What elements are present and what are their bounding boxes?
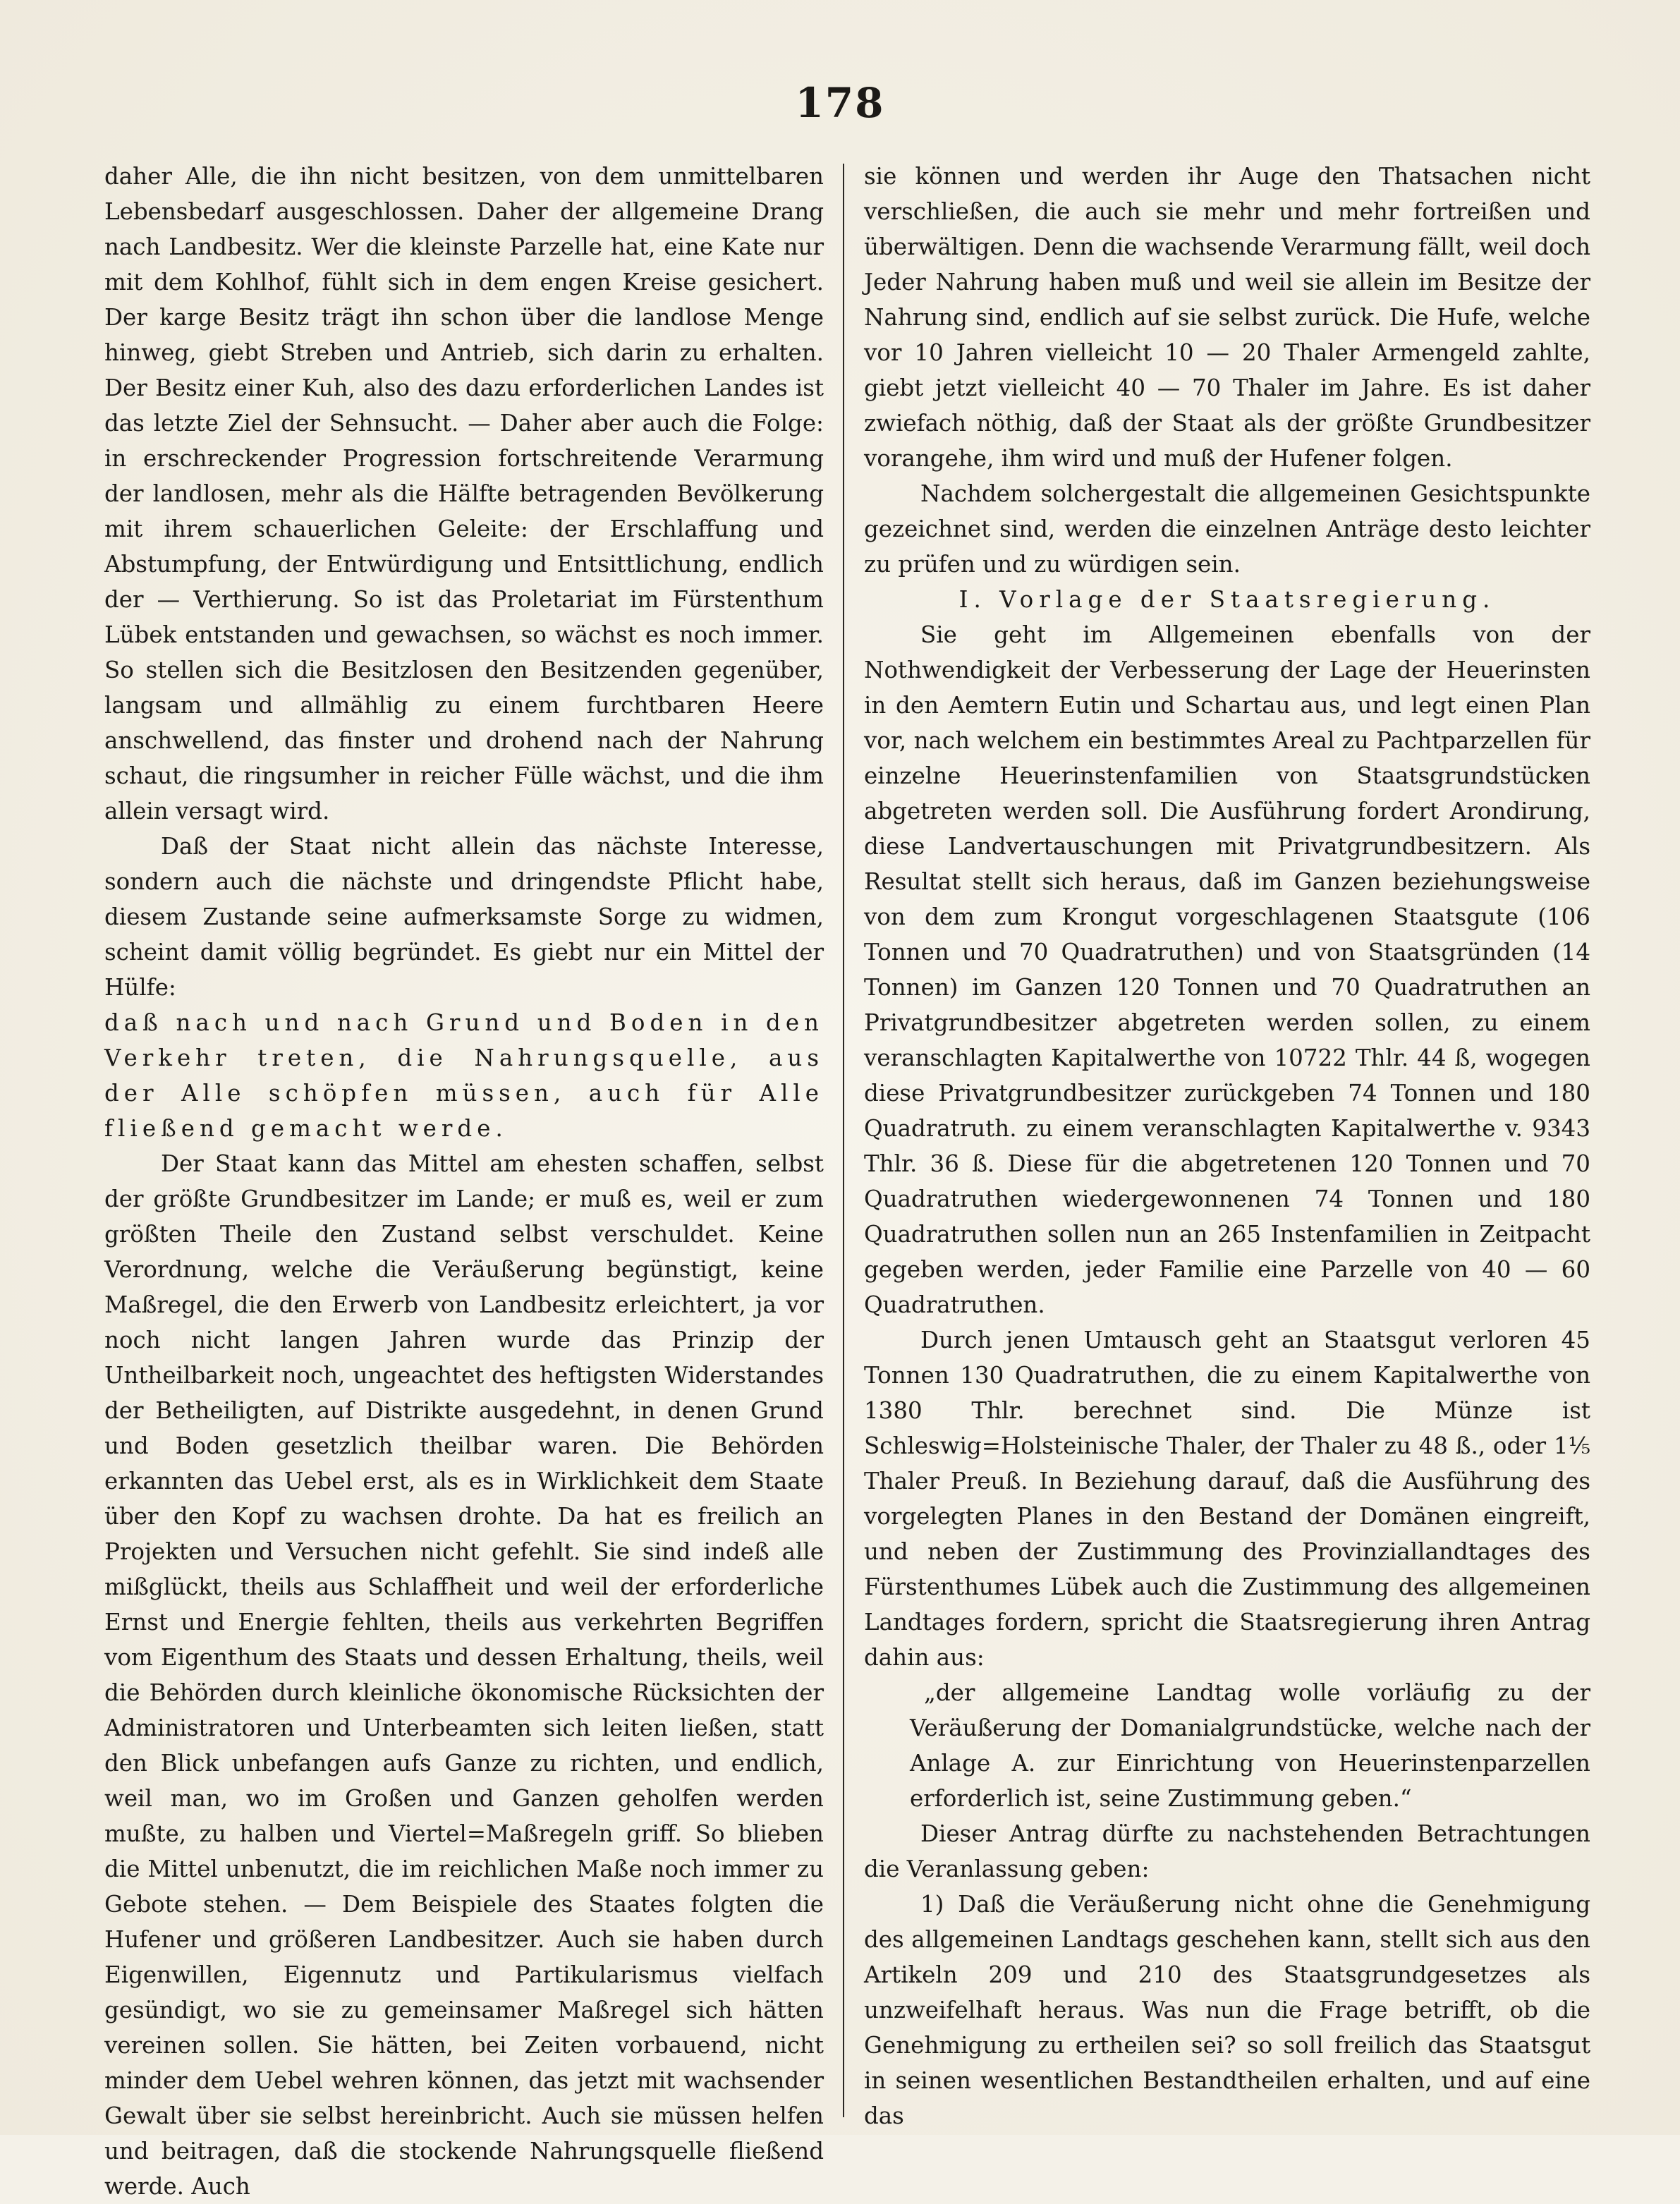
- paragraph-vorlage: Sie geht im Allgemeinen ebenfalls von der Nothwendigkeit der Verbesserung der Lage der Heuerinsten in den Aemtern Eutin und Schartau aus, und legt einen Plan vor, nach welchem ein bestimmtes Areal zu Pachtparzellen für einzelne Heuerinstenfamilien von Staatsgrundstücken abgetreten werden soll. Die Ausführung fordert Arondirung, diese Landvertauschungen mit Privatgrundbesitzern. Als Resultat stellt sich heraus, daß im Ganzen beziehungsweise von dem zum Krongut vorgeschlagenen Staatsgute (106 Tonnen und 70 Quadratruthen) und von Staatsgründen (14 Tonnen) im Ganzen 120 Tonnen und 70 Quadratruthen an Privatgrundbesitzer abgetreten werden sollen, zu einem veranschlagten Kapitalwerthe von 10722 Thlr. 44 ß, wogegen diese Privatgrundbesitzer zurückgeben 74 Tonnen und 180 Quadratruth. zu einem veranschlagten Kapitalwerthe v. 9343 Thlr. 36 ß. Diese für die abgetretenen 120 Tonnen und 70 Quadratruthen wiedergewonnenen 74 Tonnen und 180 Quadratruthen sollen nun an 265 Instenfamilien in Zeitpacht gegeben werden, jeder Familie eine Parzelle von 40 — 60 Quadratruthen.: [864, 621, 1590, 1318]
- paragraph-veraeusserung: 1) Daß die Veräußerung nicht ohne die Genehmigung des allgemeinen Landtags geschehen kann, stellt sich aus den Artikeln 209 und 210 des Staatsgrundgesetzes als unzweifelhaft heraus. Was nun die Frage betrifft, ob die Genehmigung zu ertheilen sei? so soll freilich das Staatsgut in seinen wesentlichen Bestandtheilen erhalten, und auf eine das: [864, 1891, 1590, 2129]
- paragraph-betrachtungen: Dieser Antrag dürfte zu nachstehenden Betrachtungen die Veranlassung geben:: [864, 1820, 1590, 1882]
- quote-antrag: „der allgemeine Landtag wolle vorläufig zu der Veräußerung der Domanialgrundstücke, welche nach der Anlage A. zur Einrichtung von Heuerinstenparzellen erforderlich ist, seine Zustimmung geben.“: [910, 1679, 1590, 1812]
- paragraph-staat-mittel: Der Staat kann das Mittel am ehesten schaffen, selbst der größte Grundbesitzer im Lande; er muß es, weil er zum größten Theile den Zustand selbst verschuldet. Keine Verordnung, welche die Veräußerung begünstigt, keine Maßregel, die den Erwerb von Landbesitz erleichtert, ja vor noch nicht langen Jahren wurde das Prinzip der Untheilbarkeit noch, ungeachtet des heftigsten Widerstandes der Betheiligten, auf Distrikte ausgedehnt, in denen Grund und Boden gesetzlich theilbar waren. Die Behörden erkannten das Uebel erst, als es in Wirklichkeit dem Staate über den Kopf zu wachsen drohte. Da hat es freilich an Projekten und Versuchen nicht gefehlt. Sie sind indeß alle mißglückt, theils aus Schlaffheit und weil der erforderliche Ernst und Energie fehlten, theils aus verkehrten Begriffen vom Eigenthum des Staats und dessen Erhaltung, theils, weil die Behörden durch kleinliche ökonomische Rücksichten der Administratoren und Unterbeamten sich leiten ließen, statt den Blick unbefangen aufs Ganze zu richten, und endlich, weil man, wo im Großen und Ganzen geholfen werden mußte, zu halben und Viertel=Maßregeln griff. So blieben die Mittel unbenutzt, die im reichlichen Maße noch immer zu Gebote stehen. — Dem Beispiele des Staates folgten die Hufener und größeren Landbesitzer. Auch sie haben durch Eigenwillen, Eigennutz und Partikularismus vielfach gesündigt, wo sie zu gemeinsamer Maßregel sich hätten vereinen sollen. Sie hätten, bei Zeiten vorbauend, nicht minder dem Uebel wehren können, das jetzt mit wachsender Gewalt über sie selbst hereinbricht. Auch sie müssen helfen und beitragen, daß die stockende Nahrungsquelle fließend werde. Auch: [104, 1150, 824, 2200]
- motto-grund-und-boden: daß nach und nach Grund und Boden in den Verkehr treten, die Nahrungsquelle, aus der Alle schöpfen müssen, auch für Alle fließend gemacht werde.: [104, 1009, 824, 1142]
- paragraph-gesichtspunkte: Nachdem solchergestalt die allgemeinen Gesichtspunkte gezeichnet sind, werden die einzelnen Anträge desto leichter zu prüfen und zu würdigen sein.: [864, 480, 1590, 578]
- paragraph-landbesitz: daher Alle, die ihn nicht besitzen, von dem unmittelbaren Lebensbedarf ausgeschlossen. Daher der allgemeine Drang nach Landbesitz. Wer die kleinste Parzelle hat, eine Kate nur mit dem Kohlhof, fühlt sich in dem engen Kreise gesichert. Der karge Besitz trägt ihn schon über die landlose Menge hinweg, giebt Streben und Antrieb, sich darin zu erhalten. Der Besitz einer Kuh, also des dazu erforderlichen Landes ist das letzte Ziel der Sehnsucht. — Daher aber auch die Folge: in erschreckender Progression fortschreitende Verarmung der landlosen, mehr als die Hälfte betragenden Bevölkerung mit ihrem schauerlichen Geleite: der Erschlaffung und Abstumpfung, der Entwürdigung und Entsittlichung, endlich der — Verthierung. So ist das Proletariat im Fürstenthum Lübek entstanden und gewachsen, so wächst es noch immer. So stellen sich die Besitzlosen den Besitzenden gegenüber, langsam und allmählig zu einem furchtbaren Heere anschwellend, das finster und drohend nach der Nahrung schaut, die ringsumher in reicher Fülle wächst, und die ihm allein versagt wird.: [104, 163, 824, 824]
- right-column: [864, 159, 1590, 2133]
- paragraph-thatsachen: sie können und werden ihr Auge den Thatsachen nicht verschließen, die auch sie mehr und mehr fortreißen und überwältigen. Denn die wachsende Verarmung fällt, weil doch Jeder Nahrung haben muß und weil sie allein im Besitze der Nahrung sind, endlich auf sie selbst zurück. Die Hufe, welche vor 10 Jahren vielleicht 10 — 20 Thaler Armengeld zahlte, giebt jetzt vielleicht 40 — 70 Thaler im Jahre. Es ist daher zwiefach nöthig, daß der Staat als der größte Grundbesitzer vorangehe, ihm wird und muß der Hufener folgen.: [864, 163, 1590, 472]
- left-column: [104, 159, 824, 2204]
- paragraph-pflicht: Daß der Staat nicht allein das nächste Interesse, sondern auch die nächste und dringendste Pflicht habe, diesem Zustande seine aufmerksamste Sorge zu widmen, scheint damit völlig begründet. Es giebt nur ein Mittel der Hülfe:: [104, 833, 824, 1001]
- page-number: 178: [795, 79, 885, 127]
- section-heading-vorlage: I. Vorlage der Staatsregierung.: [958, 586, 1496, 613]
- column-divider: [843, 164, 844, 2117]
- paragraph-umtausch: Durch jenen Umtausch geht an Staatsgut verloren 45 Tonnen 130 Quadratruthen, die zu einem Kapitalwerthe von 1380 Thlr. berechnet sind. Die Münze ist Schleswig=Holsteinische Thaler, der Thaler zu 48 ß., oder 1⅕ Thaler Preuß. In Beziehung darauf, daß die Ausführung des vorgelegten Planes in den Bestand der Domänen eingreift, und neben der Zustimmung des Provinziallandtages des Fürstenthumes Lübek auch die Zustimmung des allgemeinen Landtages fordern, spricht die Staatsregierung ihren Antrag dahin aus:: [864, 1327, 1590, 1671]
